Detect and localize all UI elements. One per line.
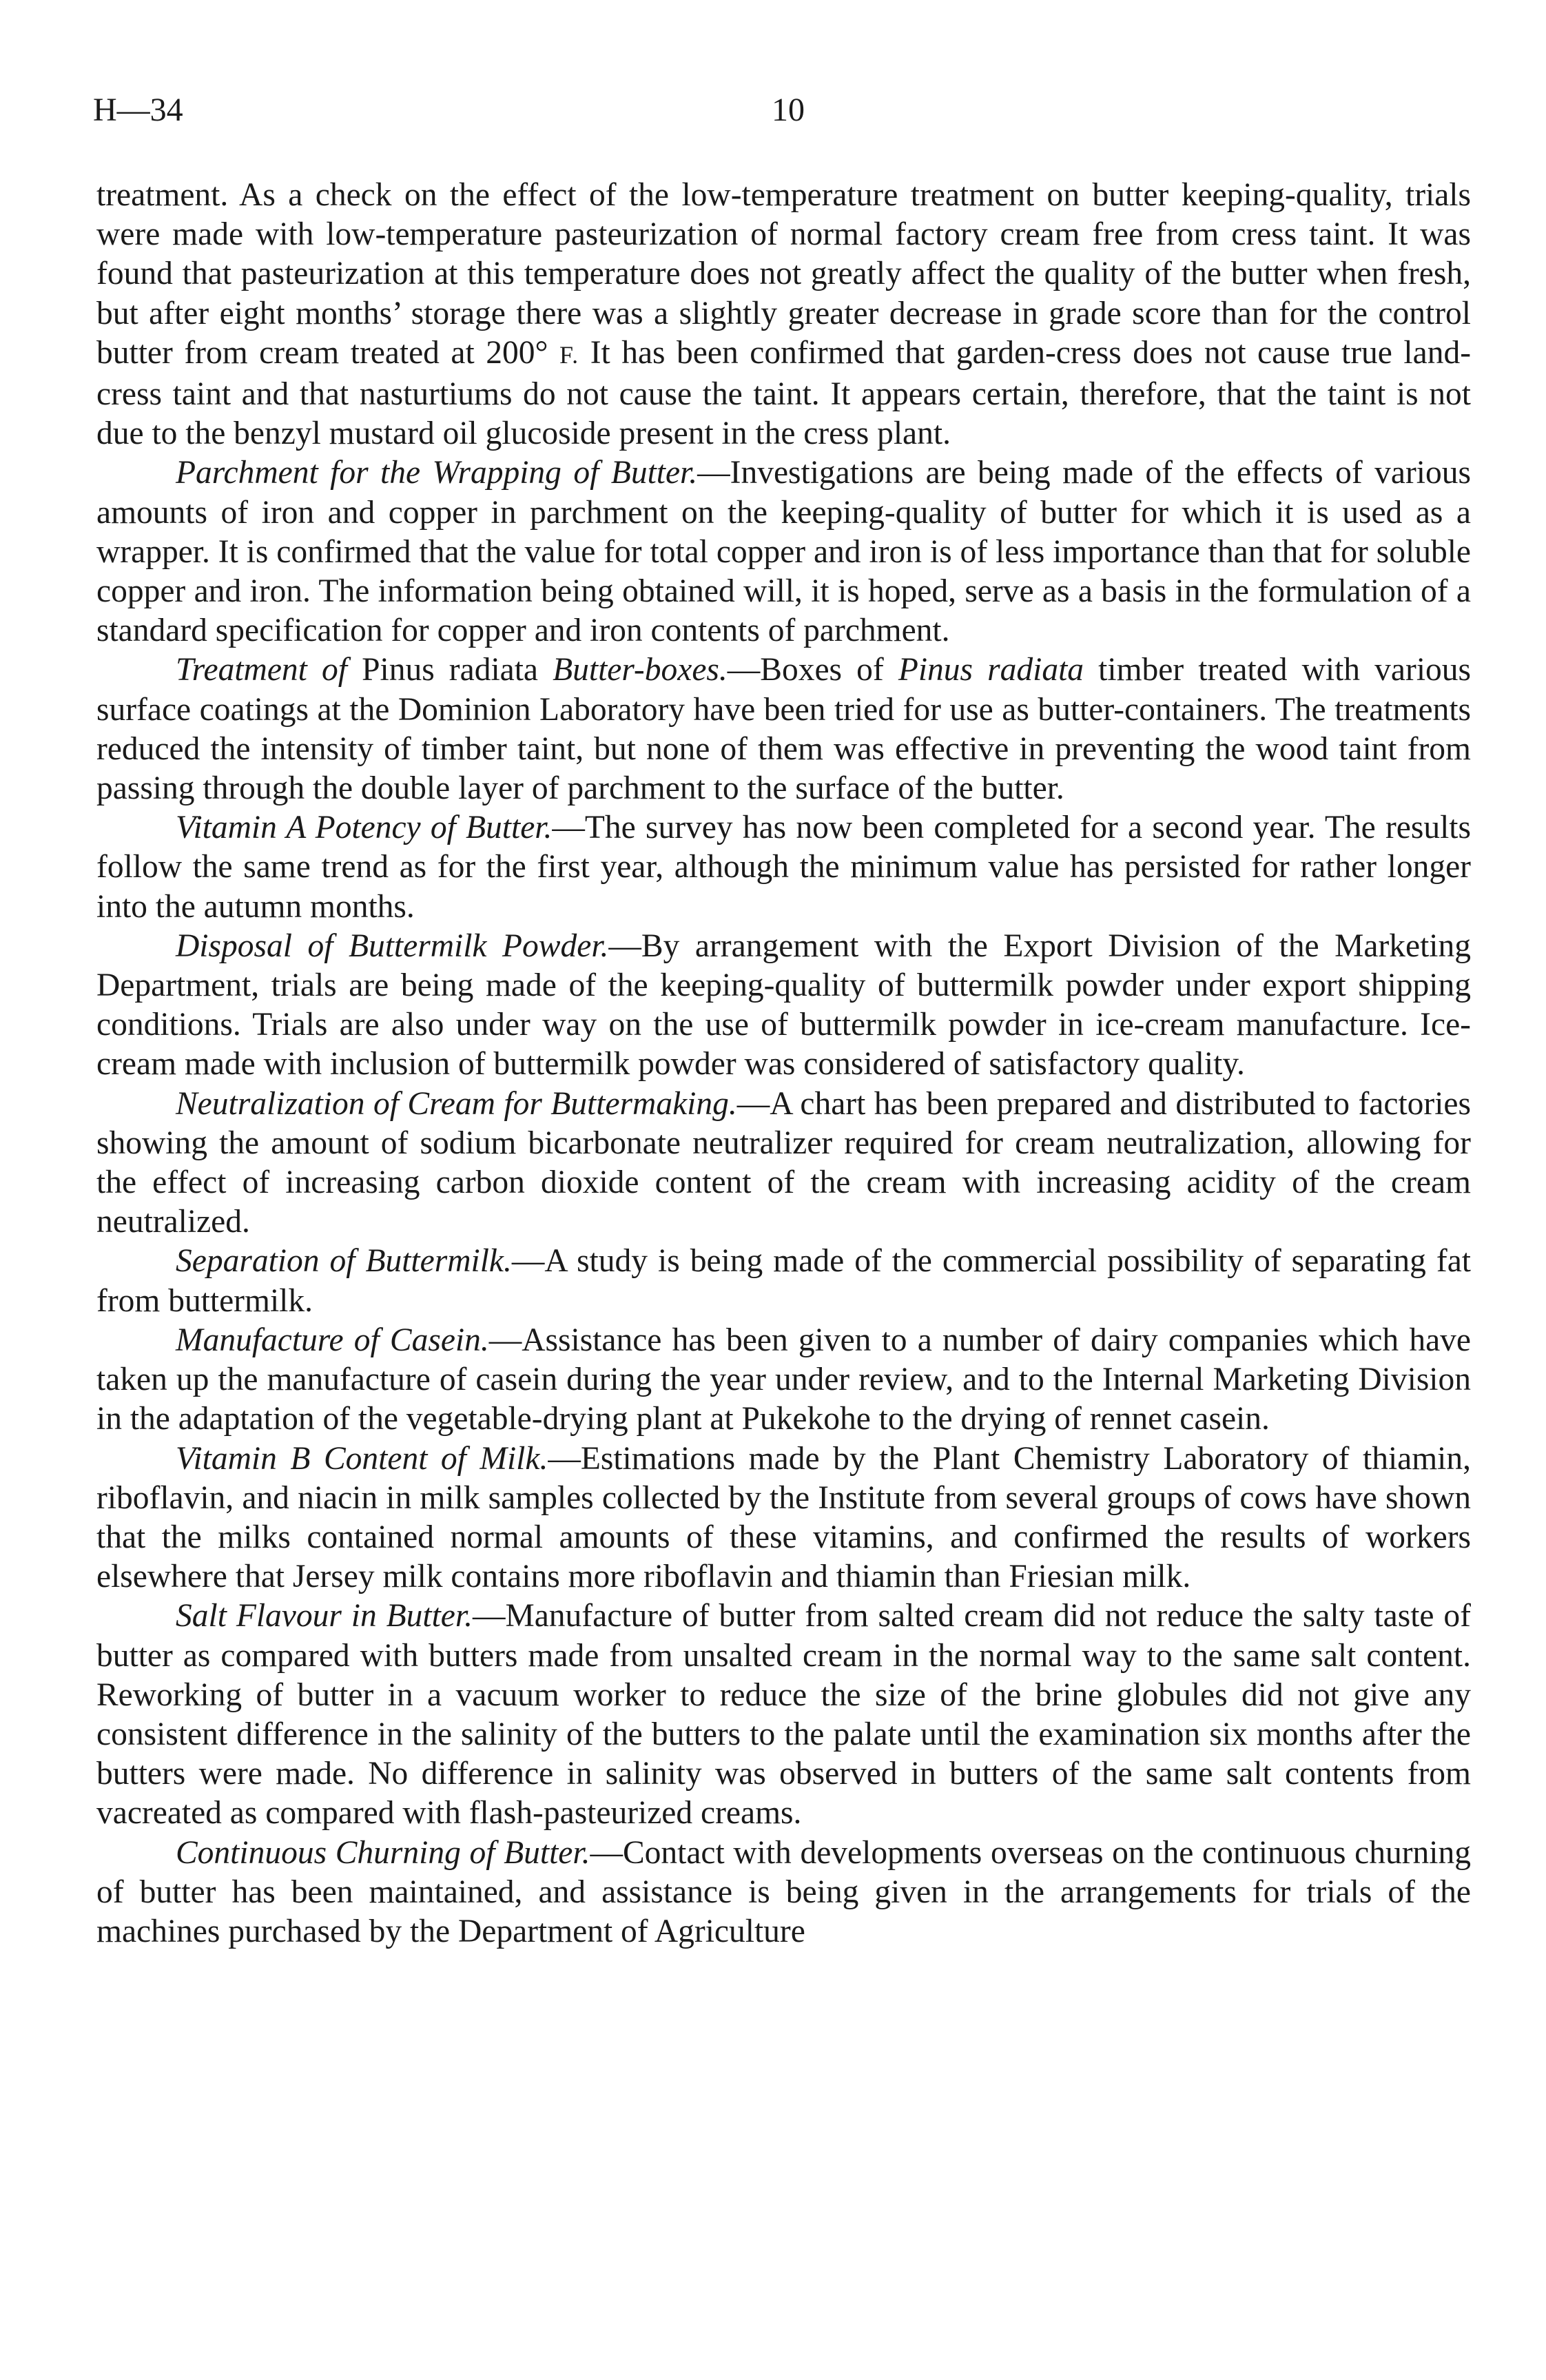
page-number: 10 bbox=[772, 92, 805, 128]
paragraph-vitamin-b: Vitamin B Content of Milk.—Estimations made by the Plant Chemistry Laboratory of thiamin, riboflavin, and niacin in milk samples collected by the Institute from several groups of cows have shown that the milks contained normal amounts of these vitamins, and confirmed the results of workers elsewhere that Jersey milk contains more riboflavin and thiamin than Friesian milk. bbox=[96, 1440, 1471, 1595]
paragraph-salt-flavour: Salt Flavour in Butter.—Manufacture of butter from salted cream did not reduce the salty taste of butter as compared with butters made from unsalted cream in the normal way to the same salt content. Reworking of butter in a vacuum worker to reduce the size of the brine globules did not give any consistent difference in the salinity of the butters to the palate until the examination six months after the butters were made. No difference in salinity was observed in butters of the same salt contents from vacreated as compared with flash-pasteurized creams. bbox=[96, 1598, 1472, 1832]
section-heading: Salt Flavour in Butter. bbox=[176, 1598, 473, 1634]
section-heading: Parchment for the Wrapping of Butter. bbox=[176, 455, 698, 491]
paragraph-parchment: Parchment for the Wrapping of Butter.—Investigations are being made of the effects of various amounts of iron and copper in parchment on the keeping-quality of butter for which it is used as a wrapper. It is confirmed that the value for total copper and iron is of less importance than that for soluble copper and iron. The information being obtained will, it is hoped, serve as a basis in the formulation of a standard specification for copper and iron contents of parchment. bbox=[96, 455, 1471, 649]
section-heading: Neutralization of Cream for Buttermaking. bbox=[176, 1085, 737, 1122]
section-heading: Vitamin B Content of Milk. bbox=[176, 1440, 548, 1477]
section-heading: Vitamin A Potency of Butter. bbox=[176, 810, 553, 846]
section-heading: Disposal of Buttermilk Powder. bbox=[176, 927, 609, 964]
document-reference: H—34 bbox=[93, 92, 183, 128]
section-heading: Continuous Churning of Butter. bbox=[176, 1834, 590, 1871]
paragraph-continuous-churning: Continuous Churning of Butter.—Contact with developments overseas on the continuous churning of butter has been maintained, and assistance is being given in the arrangements for trials of the machines purchased by the Department of Agriculture bbox=[96, 1834, 1471, 1949]
paragraph-buttermilk-powder: Disposal of Buttermilk Powder.—By arrangement with the Export Division of the Marketing Department, trials are being made of the keeping-quality of buttermilk powder under export shipping conditions. Trials are also under way on the use of buttermilk powder in ice-cream manufacture. Ice-cream made with inclusion of buttermilk powder was considered of satisfactory quality. bbox=[96, 927, 1472, 1083]
paragraph-vitamin-a: Vitamin A Potency of Butter.—The survey has now been completed for a second year. The results follow the same trend as for the first year, although the minimum value has persisted for rather longer into the autumn months. bbox=[96, 810, 1471, 925]
section-heading: Treatment of Pinus radiata Butter-boxes. bbox=[176, 652, 728, 688]
paragraph-neutralization: Neutralization of Cream for Buttermaking.—A chart has been prepared and distributed to factories showing the amount of sodium bicarbonate neutralizer required for cream neutralization, allowing for the effect of increasing carbon dioxide content of the cream with increasing acidity of the cream neutralized. bbox=[96, 1085, 1471, 1240]
paragraph-butter-boxes: Treatment of Pinus radiata Butter-boxes.—Boxes of Pinus radiata timber treated with various surface coatings at the Dominion Laboratory have been tried for use as butter-containers. The treatments reduced the intensity of timber taint, but none of them was effective in preventing the wood taint from passing through the double layer of parchment to the surface of the butter. bbox=[96, 652, 1472, 807]
temperature-unit: F. bbox=[559, 340, 579, 369]
paragraph-casein: Manufacture of Casein.—Assistance has been given to a number of dairy companies which have taken up the manufacture of casein during the year under review, and to the Internal Marketing Division in the adaptation of the vegetable-drying plant at Pukekohe to the drying of rennet casein. bbox=[96, 1322, 1471, 1437]
body-text bbox=[96, 176, 1471, 1951]
section-heading: Manufacture of Casein. bbox=[176, 1322, 489, 1358]
paragraph-continuation: treatment. As a check on the effect of the low-temperature treatment on butter keeping-quality, trials were made with low-temperature pasteurization of normal factory cream free from cress taint. It was found that pasteurization at this temperature does not greatly affect the quality of the butter when fresh, but after eight months’ storage there was a slightly greater decrease in grade score than for the control butter from cream treated at 200° F. It has been confirmed that garden-cress does not cause true land-cress taint and that nasturtiums do not cause the taint. It appears certain, therefore, that the taint is not due to the benzyl mustard oil glucoside present in the cress plant. bbox=[96, 177, 1472, 452]
paragraph-separation: Separation of Buttermilk.—A study is being made of the commercial possibility of separating fat from buttermilk. bbox=[96, 1243, 1471, 1319]
section-heading: Separation of Buttermilk. bbox=[176, 1243, 512, 1280]
page-header bbox=[90, 83, 1474, 138]
